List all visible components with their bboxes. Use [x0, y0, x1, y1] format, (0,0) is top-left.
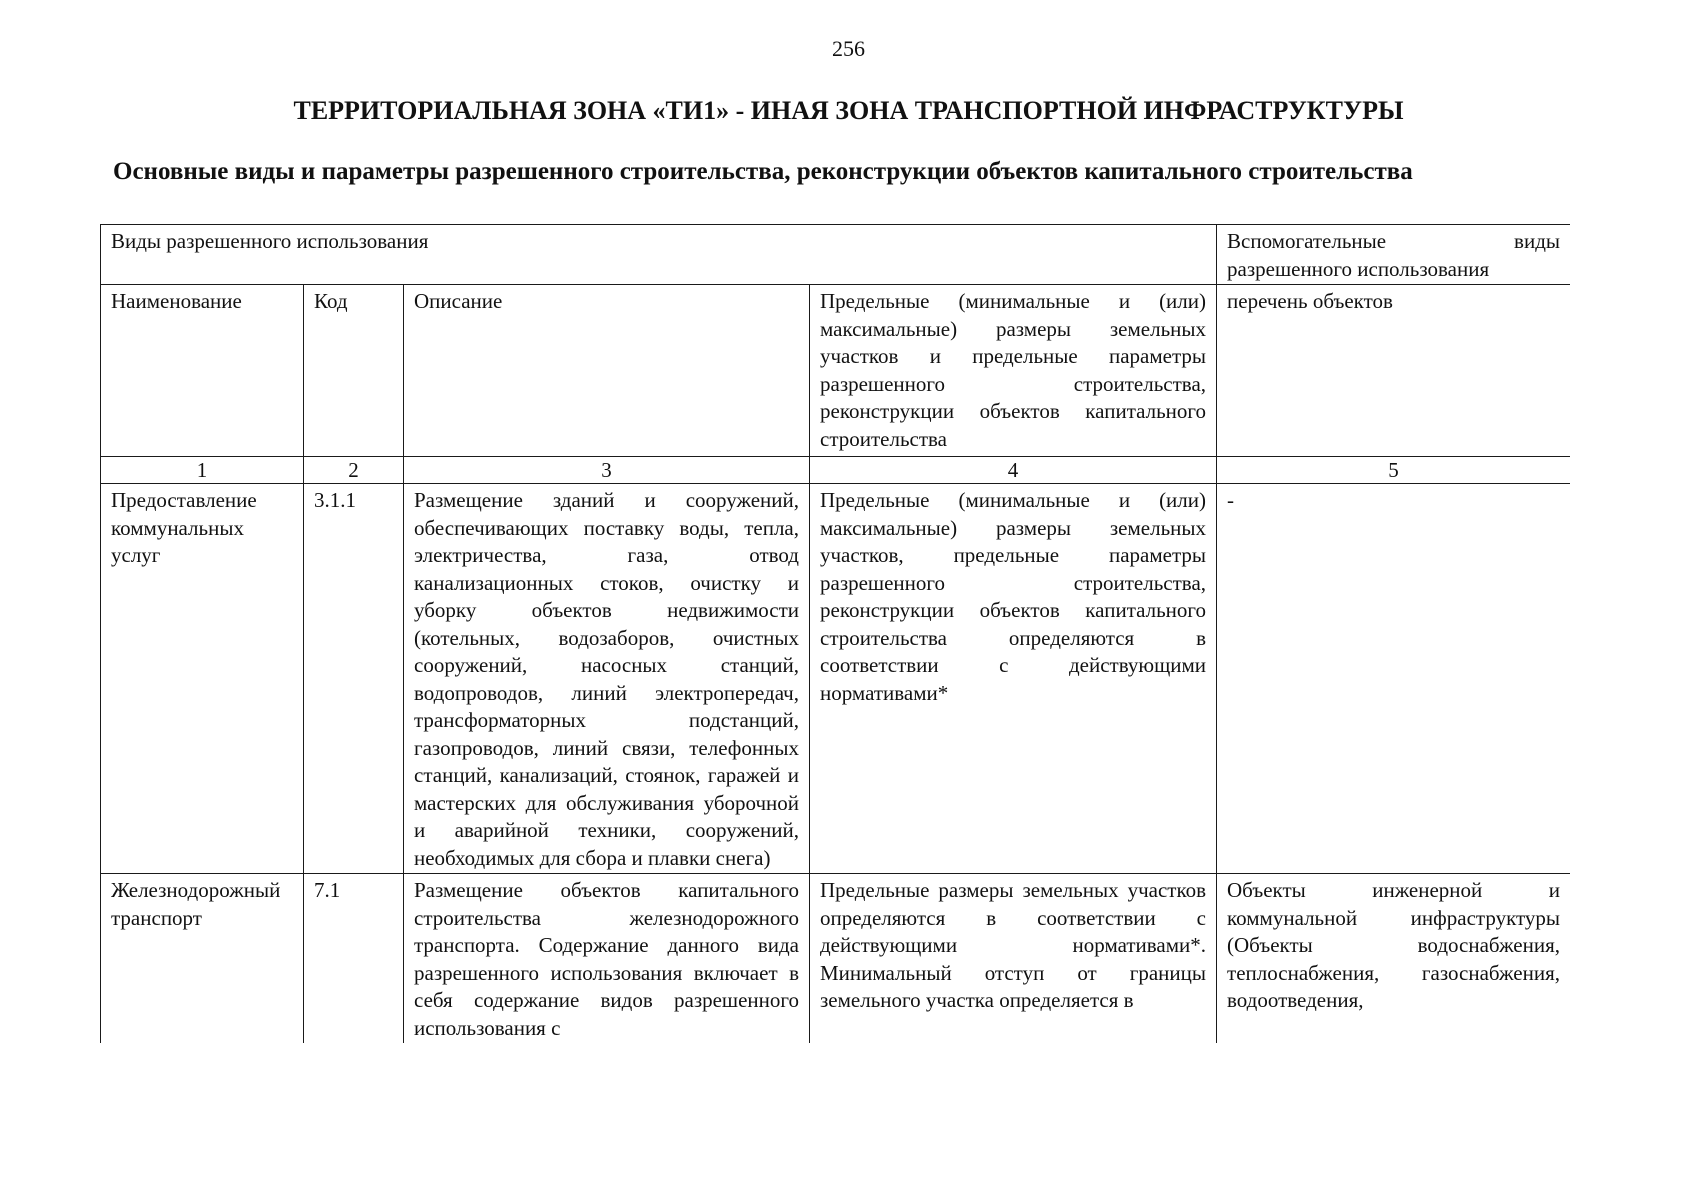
column-number: 4: [810, 457, 1217, 484]
row-name: Железнодорожный транспорт: [101, 874, 304, 1044]
column-number: 1: [101, 457, 304, 484]
row-parameters: Предельные размеры земельных участков определяются в соответствии с действующими нормативами*. Минимальный отступ от границы земельного участка определяется в: [810, 874, 1217, 1044]
row-description: Размещение объектов капитального строительства железнодорожного транспорта. Содержание данного вида разрешенного использования включает в себя содержание видов разрешенного использования с: [404, 874, 810, 1044]
column-number: 3: [404, 457, 810, 484]
row-description: Размещение зданий и сооружений, обеспечивающих поставку воды, тепла, электричества, газа, отвод канализационных стоков, очистку и уборку объектов недвижимости (котельных, водозаборов, очистных сооружений, насосных станций, водопроводов, линий электропередач, трансформаторных подстанций, газопроводов, линий связи, телефонных станций, канализаций, стоянок, гаражей и мастерских для обслуживания уборочной и аварийной техники, сооружений, необходимых для сбора и плавки снега): [404, 484, 810, 874]
row-name: Предоставление коммунальных услуг: [101, 484, 304, 874]
group-header-row: [101, 225, 1571, 285]
table-row: [101, 874, 1571, 1044]
column-header-name: Наименование: [101, 285, 304, 457]
row-code: 3.1.1: [304, 484, 404, 874]
column-header-parameters: Предельные (минимальные и (или) максимальные) размеры земельных участков и предельные параметры разрешенного строительства, реконструкции объектов капитального строительства: [810, 285, 1217, 457]
row-code: 7.1: [304, 874, 404, 1044]
column-header-objects: перечень объектов: [1217, 285, 1570, 457]
zone-table: [100, 224, 1570, 1043]
row-aux-objects: Объекты инженерной и коммунальной инфраструктуры (Объекты водоснабжения, теплоснабжения, газоснабжения, водоотведения,: [1217, 874, 1570, 1044]
row-aux-objects: -: [1217, 484, 1570, 874]
page-number: 256: [832, 36, 865, 61]
row-parameters: Предельные (минимальные и (или) максимальные) размеры земельных участков, предельные параметры разрешенного строительства, реконструкции объектов капитального строительства определяются в соответствии с действующими нормативами*: [810, 484, 1217, 874]
group-header-main: Виды разрешенного использования: [101, 225, 1217, 285]
column-header-code: Код: [304, 285, 404, 457]
column-header-description: Описание: [404, 285, 810, 457]
column-header-row: [101, 285, 1571, 457]
section-subtitle: Основные виды и параметры разрешенного строительства, реконструкции объектов капитального строительства: [113, 158, 1413, 185]
group-header-aux: Вспомогательные виды разрешенного использования: [1217, 225, 1570, 285]
zone-title: ТЕРРИТОРИАЛЬНАЯ ЗОНА «ТИ1» - ИНАЯ ЗОНА ТРАНСПОРТНОЙ ИНФРАСТРУКТУРЫ: [293, 96, 1404, 125]
column-number: 2: [304, 457, 404, 484]
column-number-row: [101, 457, 1571, 484]
zone-table-container: [100, 224, 1570, 1092]
column-number: 5: [1217, 457, 1570, 484]
table-row: [101, 484, 1571, 874]
